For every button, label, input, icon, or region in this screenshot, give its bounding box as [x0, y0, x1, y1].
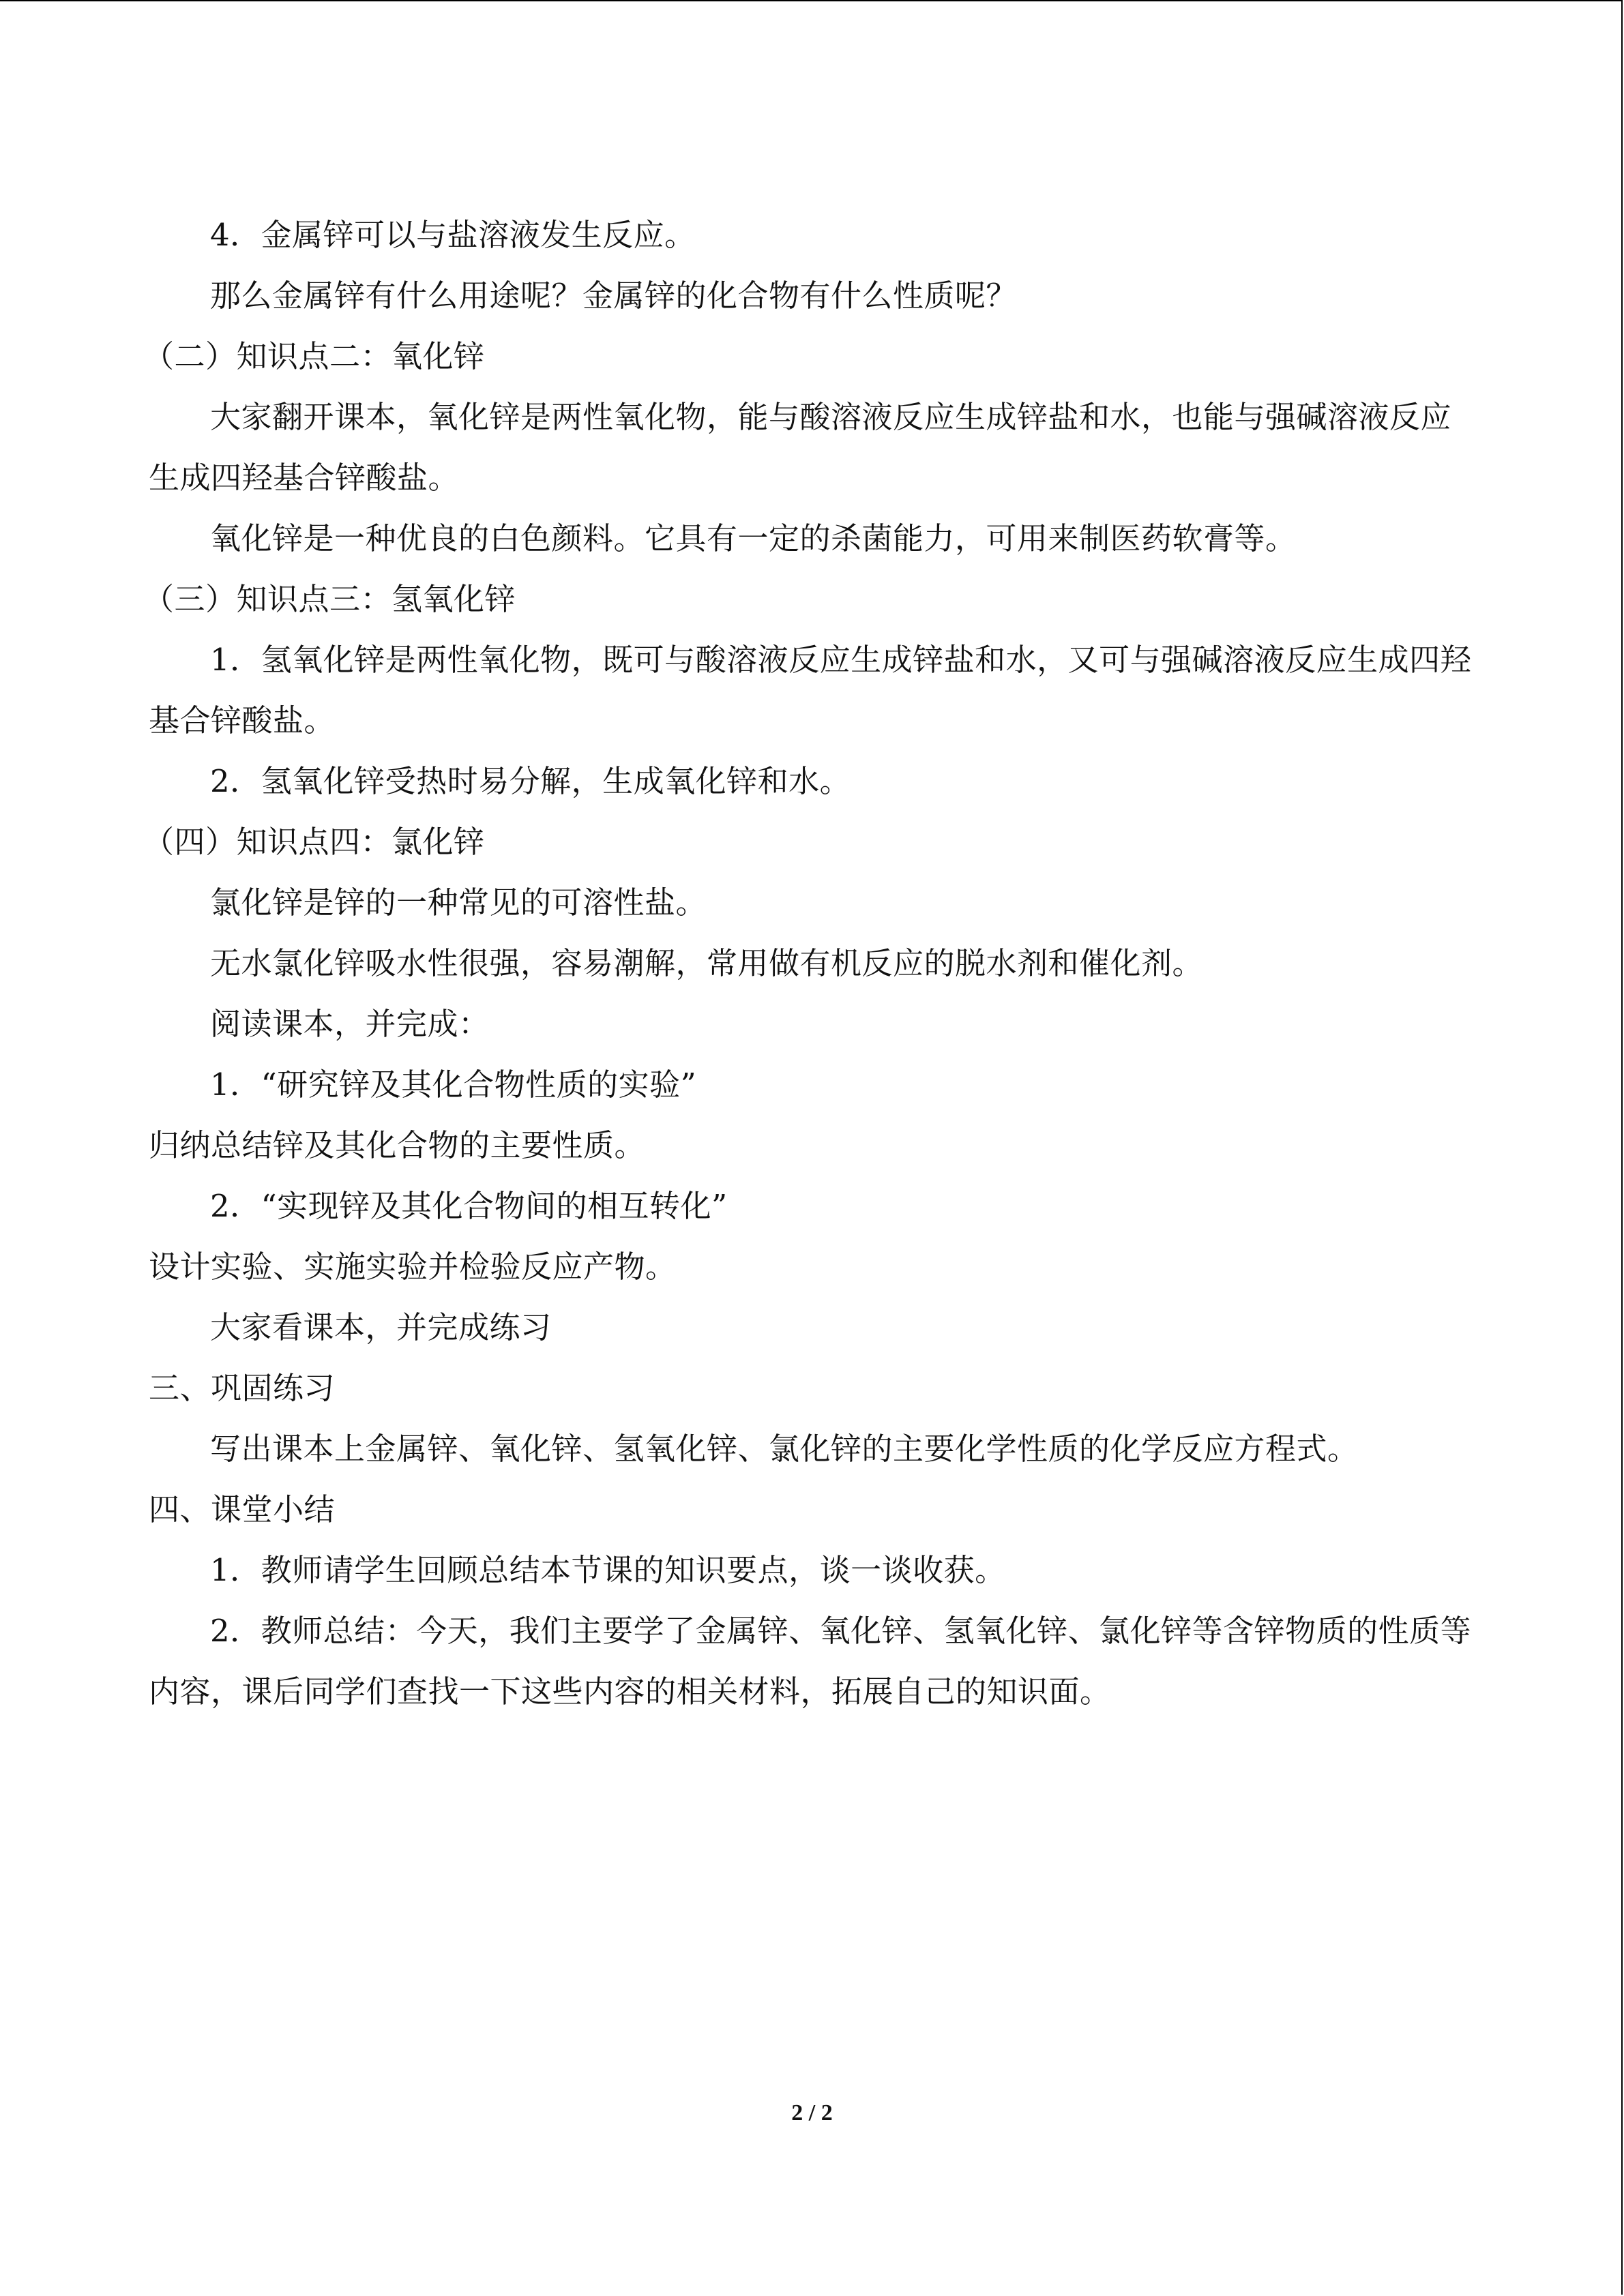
list-item: 2．教师总结：今天，我们主要学了金属锌、氧化锌、氢氧化锌、氯化锌等含锌物质的性质等内容，课后同学们查找一下这些内容的相关材料，拓展自己的知识面。: [149, 1613, 1472, 1710]
paragraph: 无水氯化锌吸水性很强，容易潮解，常用做有机反应的脱水剂和催化剂。: [210, 945, 1204, 981]
paragraph: 设计实验、实施实验并检验反应产物。: [149, 1249, 677, 1285]
paragraph: 归纳总结锌及其化合物的主要性质。: [149, 1127, 646, 1163]
section-heading: 四、课堂小结: [149, 1491, 336, 1527]
document-body: [143, 205, 1479, 1722]
paragraph: 氧化锌是一种优良的白色颜料。它具有一定的杀菌能力，可用来制医药软膏等。: [210, 520, 1297, 556]
list-item: 1．“研究锌及其化合物性质的实验”: [210, 1067, 697, 1103]
section-heading: （四）知识点四：氯化锌: [143, 824, 485, 860]
list-item: 1．氢氧化锌是两性氧化物，既可与酸溶液反应生成锌盐和水，又可与强碱溶液反应生成四羟基合锌酸盐。: [149, 642, 1472, 739]
paragraph: 氯化锌是锌的一种常见的可溶性盐。: [210, 884, 707, 921]
page-number: 2 / 2: [791, 2100, 833, 2126]
list-item: 2．氢氧化锌受热时易分解，生成氧化锌和水。: [210, 763, 851, 799]
paragraph: 阅读课本，并完成：: [210, 1006, 490, 1042]
paragraph: 写出课本上金属锌、氧化锌、氢氧化锌、氯化锌的主要化学性质的化学反应方程式。: [210, 1431, 1359, 1467]
paragraph: 那么金属锌有什么用途呢？金属锌的化合物有什么性质呢？: [210, 278, 1018, 314]
paragraph: 大家看课本，并完成练习: [210, 1309, 552, 1345]
list-item: 2．“实现锌及其化合物间的相互转化”: [210, 1188, 728, 1224]
paragraph: 大家翻开课本，氧化锌是两性氧化物，能与酸溶液反应生成锌盐和水，也能与强碱溶液反应生成四羟基合锌酸盐。: [149, 399, 1452, 496]
section-heading: 三、巩固练习: [149, 1370, 336, 1406]
list-item: 1．教师请学生回顾总结本节课的知识要点，谈一谈收获。: [210, 1552, 1006, 1588]
section-heading: （三）知识点三：氢氧化锌: [143, 581, 516, 617]
section-heading: （二）知识点二：氧化锌: [143, 338, 485, 374]
list-item: 4．金属锌可以与盐溶液发生反应。: [210, 217, 696, 253]
